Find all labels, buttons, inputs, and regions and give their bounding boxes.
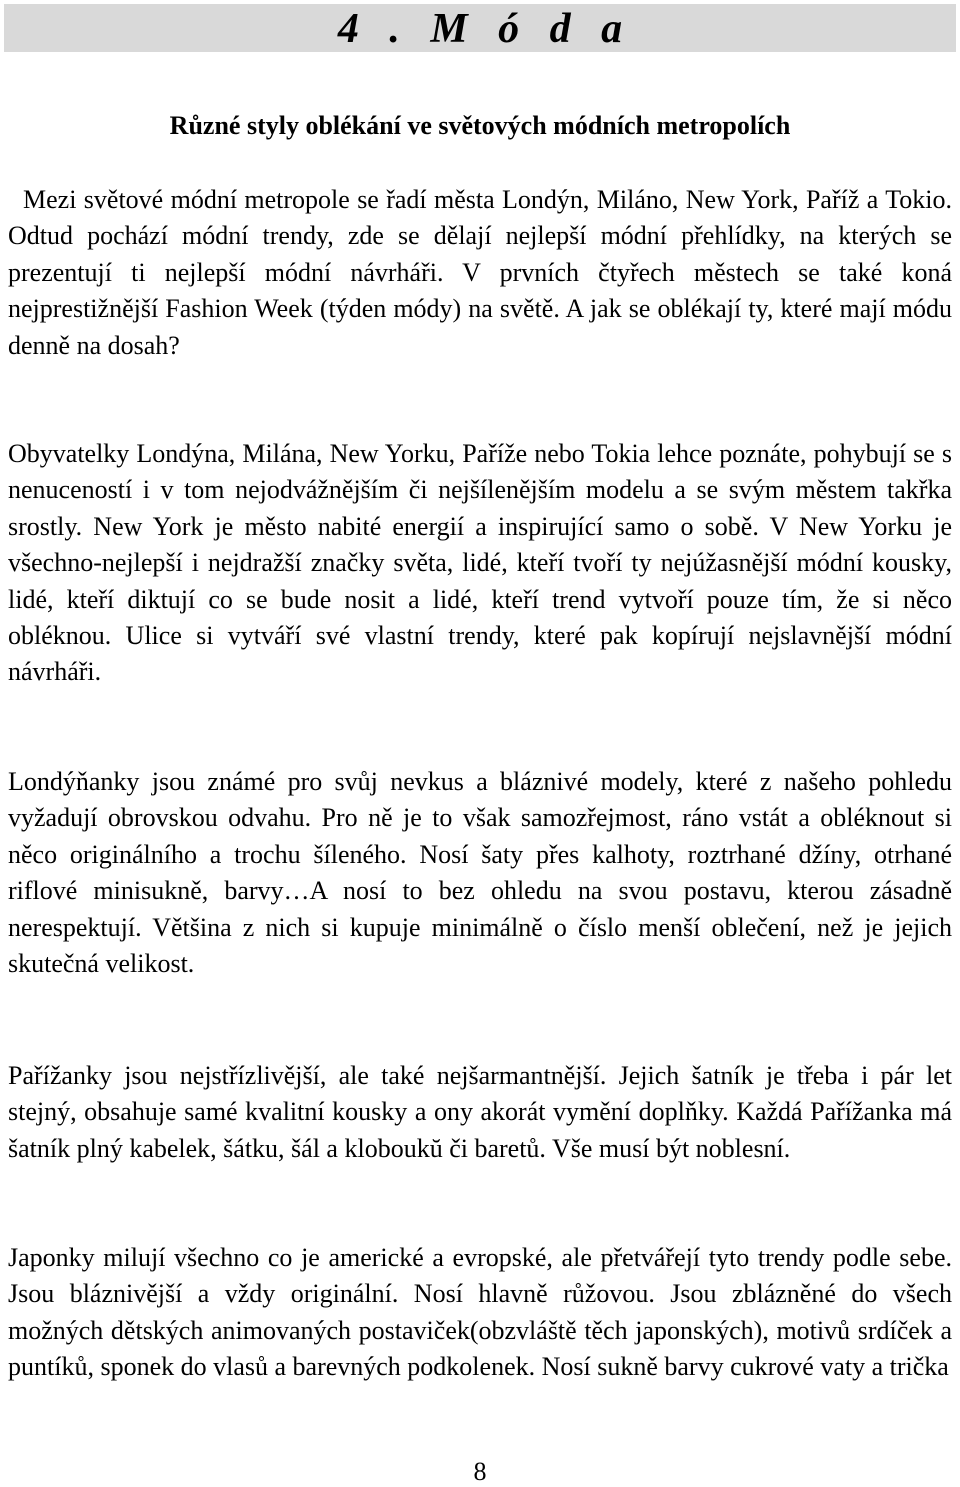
- section-heading: Různé styly oblékání ve světových módních metropolích: [169, 111, 791, 140]
- paragraph-london: Londýňanky jsou známé pro svůj nevkus a bláznivé modely, které z našeho pohledu vyžadují obrovskou odvahu. Pro ně je to však samozřejmost, ráno vstát a obléknout si něco originálního a trochu šíleného. Nosí šaty přes kalhoty, roztrhané džíny, otrhané riflové minisukně, barvy…A nosí to bez ohledu na svou postavu, kterou zásadně nerespektují. Většina z nich si kupuje minimálně o číslo menší oblečení, než je jejich skutečná velikost.: [8, 767, 952, 979]
- page-number: 8: [473, 1457, 487, 1486]
- paragraph-tokyo: Japonky milují všechno co je americké a evropské, ale přetvářejí tyto trendy podle sebe. Jsou bláznivější a vždy originální. Nosí hlavně růžovou. Jsou zblázněné do všech možných dětských animovaných postaviček(obzvláště těch japonských), motivů srdíček a puntíků, sponek do vlasů a barevných podkolenek. Nosí sukně barvy cukrové vaty a trička: [8, 1243, 952, 1382]
- chapter-title-bar: [4, 4, 956, 52]
- paragraph-fashion-capitals: Mezi světové módní metropole se řadí města Londýn, Miláno, New York, Paříž a Tokio. Odtud pochází módní trendy, zde se dělají nejlepší módní přehlídky, na kterých se prezentují ti nejlepší módní návrháři. V prvních čtyřech městech se také koná nejprestižnější Fashion Week (týden módy) na světě. A jak se oblékají ty, které mají módu denně na dosah?: [8, 185, 952, 360]
- paragraph-paris: Pařížanky jsou nejstřízlivější, ale také nejšarmantnější. Jejich šatník je třeba i pár let stejný, obsahuje samé kvalitní kousky a ony akorát vymění doplňky. Každá Pařížanka má šatník plný kabelek, šátku, šál a kloboukŭ či baretů. Vše musí být noblesní.: [8, 1061, 952, 1163]
- paragraph-new-york: Obyvatelky Londýna, Milána, New Yorku, Paříže nebo Tokia lehce poznáte, pohybují se s nenuceností i v tom nejodvážnějším či nejšílenějším modelu a se svým městem takřka srostly. New York je město nabité energií a inspirující samo o sobě. V New Yorku je všechno-nejlepší i nejdražší značky světa, lidé, kteří tvoří ty nejúžasnější módní kousky, lidé, kteří diktují co se bude nosit a lidé, kteří trend vytvoří pouze tím, že si něco obléknou. Ulice si vytváří své vlastní trendy, které pak kopírují nejslavnější módní návrháři.: [8, 439, 952, 687]
- chapter-title: 4 . M ó d a: [337, 6, 633, 52]
